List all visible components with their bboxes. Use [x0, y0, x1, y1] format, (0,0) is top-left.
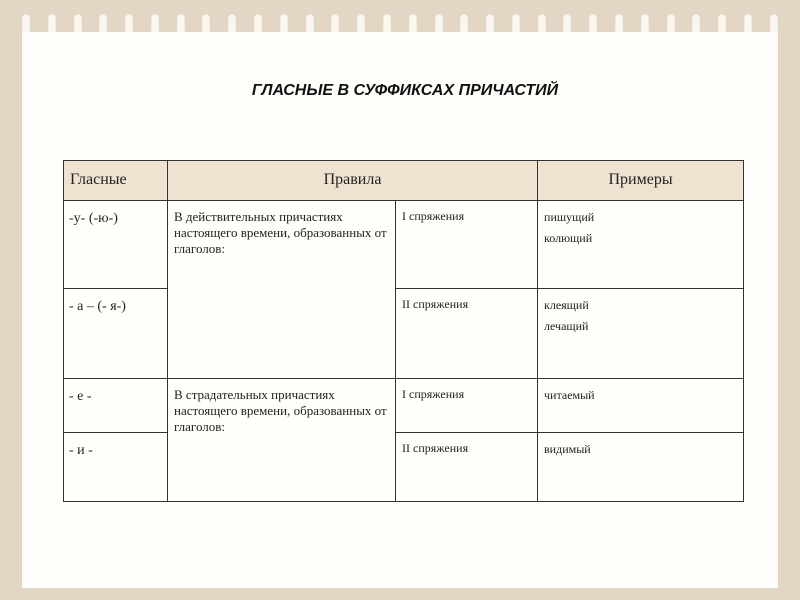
example-word: читаемый: [544, 388, 595, 403]
example-word: лечащий: [544, 318, 589, 333]
conjugation-cell: I спряжения: [396, 379, 538, 433]
example-word: пишущий: [544, 209, 595, 224]
table-header-row: [64, 161, 744, 201]
rule-cell: В действительных причастиях настоящего времени, образованных от глаголов:: [168, 200, 396, 379]
table-row: [64, 200, 744, 288]
example-word: колющий: [544, 230, 593, 245]
table-row: [64, 379, 744, 433]
header-examples: Примеры: [538, 161, 744, 201]
conjugation-cell: I спряжения: [396, 200, 538, 288]
header-vowels: Гласные: [64, 161, 168, 201]
page-title: ГЛАСНЫЕ В СУФФИКСАХ ПРИЧАСТИЙ: [251, 82, 559, 99]
examples-cell: [538, 200, 744, 288]
examples-cell: [538, 379, 744, 433]
vowel-cell: -у- (-ю-): [64, 200, 168, 288]
vowel-cell: - е -: [64, 379, 168, 433]
example-word: клеящий: [544, 297, 589, 312]
suffix-rules-table: [63, 160, 744, 502]
vowel-cell: - и -: [64, 433, 168, 502]
rule-cell: В страдательных причастиях настоящего времени, образованных от глаголов:: [168, 379, 396, 502]
examples-cell: [538, 433, 744, 502]
example-word: видимый: [544, 442, 591, 457]
examples-cell: [538, 288, 744, 378]
header-rules: Правила: [168, 161, 538, 201]
conjugation-cell: II спряжения: [396, 288, 538, 378]
table-row: [64, 433, 744, 502]
conjugation-cell: II спряжения: [396, 433, 538, 502]
vowel-cell: - а – (- я-): [64, 288, 168, 378]
table-row: [64, 288, 744, 378]
